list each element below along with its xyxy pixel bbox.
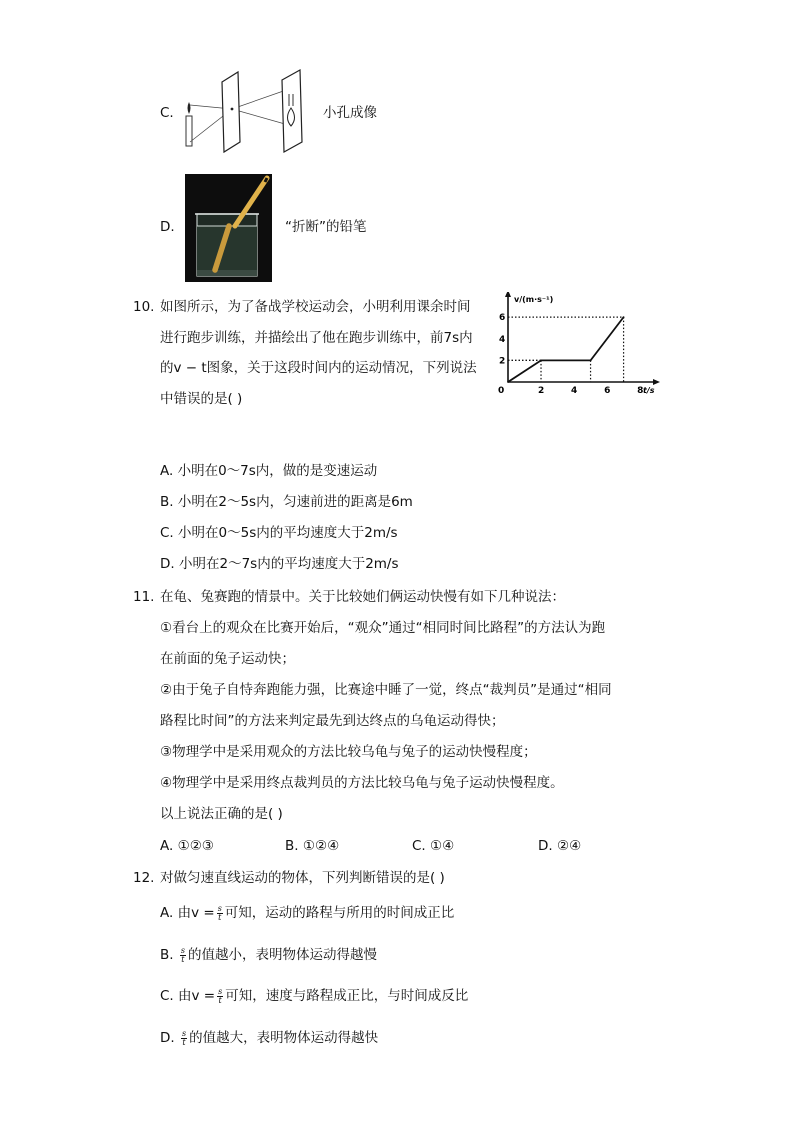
q11-option-d[interactable] <box>538 836 581 856</box>
option-text: ①④ <box>430 838 455 854</box>
x-tick-label: 0 <box>498 386 505 396</box>
option-letter: A. <box>160 838 174 854</box>
chart-xlabel: t/s <box>643 386 655 395</box>
fraction-s-over-t: $\frac{s}{t}$ <box>180 945 185 964</box>
option-letter: B. <box>160 947 174 963</box>
chart-ticks <box>498 313 643 396</box>
option-text: 可知，速度与路程成正比，与时间成反比 <box>225 988 469 1004</box>
y-tick-label: 6 <box>499 313 506 324</box>
data-point <box>590 359 592 361</box>
x-tick-label: 4 <box>571 386 578 396</box>
q11-stem: 在龟、兔赛跑的情景中。关于比较她们俩运动快慢有如下几种说法： <box>160 589 565 605</box>
option-letter: C. <box>160 525 174 541</box>
option-text: 的值越大，表明物体运动得越快 <box>189 1030 379 1046</box>
formula-prefix: 由v = <box>178 988 216 1004</box>
option-letter: C. <box>160 988 174 1004</box>
x-axis-arrow <box>653 379 660 385</box>
y-tick-label: 2 <box>499 356 506 367</box>
q10-number: 10. <box>133 299 155 315</box>
y-axis-arrow <box>505 292 511 297</box>
q11-option-a[interactable] <box>160 836 214 856</box>
fraction-s-over-t: $\frac{s}{t}$ <box>181 1028 187 1047</box>
q10-option-b[interactable] <box>160 492 413 512</box>
q11-statement: ①看台上的观众在比赛开始后，“观众”通过“相同时间比路程”的方法认为跑 <box>160 620 606 636</box>
data-point <box>540 359 542 361</box>
option-letter: C. <box>412 838 426 854</box>
option-c-letter: C. <box>160 105 174 121</box>
formula-prefix: 由v = <box>177 905 215 921</box>
option-letter: A. <box>160 463 174 479</box>
option-letter: D. <box>160 556 175 572</box>
chart-series <box>507 316 624 383</box>
option-letter: B. <box>160 494 174 510</box>
pinhole-imaging-figure <box>178 68 308 156</box>
option-letter: D. <box>160 1030 175 1046</box>
option-text: ①②④ <box>302 838 340 854</box>
option-c-text: 小孔成像 <box>323 105 377 121</box>
q10-option-a[interactable] <box>160 461 377 481</box>
x-tick-label: 6 <box>604 386 611 396</box>
fraction-s-over-t: $\frac{s}{t}$ <box>218 986 223 1005</box>
option-text: 小明在0～5s内的平均速度大于2m/s <box>178 525 398 541</box>
q11-statement: 在前面的兔子运动快； <box>160 651 295 667</box>
option-text: 的值越小，表明物体运动得越慢 <box>187 947 377 963</box>
x-tick-label: 2 <box>538 386 545 396</box>
option-text: 小明在2～5s内，匀速前进的距离是6m <box>177 494 413 510</box>
q11-statement: ④物理学中是采用终点裁判员的方法比较乌龟与兔子运动快慢程度。 <box>160 775 564 791</box>
option-d-letter: D. <box>160 219 175 235</box>
q11-statement: ③物理学中是采用观众的方法比较乌龟与兔子的运动快慢程度； <box>160 744 537 760</box>
chart-axes <box>505 292 660 385</box>
fraction-s-over-t: $\frac{s}{t}$ <box>217 903 222 922</box>
chart-guides <box>508 317 624 382</box>
option-d-text: “折断”的铅笔 <box>285 219 367 235</box>
data-point <box>507 381 509 383</box>
q10-line: 的v − t图象，关于这段时间内的运动情况，下列说法 <box>160 360 477 376</box>
q11-option-b[interactable] <box>285 836 339 856</box>
series-line <box>508 317 624 382</box>
q10-line: 进行跑步训练，并描绘出了他在跑步训练中，前7s内 <box>160 330 473 346</box>
velocity-time-chart <box>492 292 662 400</box>
x-tick-label: 8 <box>637 386 644 396</box>
y-tick-label: 4 <box>499 334 506 345</box>
chart-ylabel: v/(m·s⁻¹) <box>514 295 554 304</box>
q10-option-c[interactable] <box>160 523 398 543</box>
q12-stem: 对做匀速直线运动的物体，下列判断错误的是( ) <box>160 870 445 886</box>
option-text: 小明在0～7s内，做的是变速运动 <box>177 463 378 479</box>
option-letter: B. <box>285 838 299 854</box>
q10-option-d[interactable] <box>160 554 399 574</box>
q12-option-c[interactable] <box>160 986 468 1006</box>
q11-statement: ②由于兔子自恃奔跑能力强，比赛途中睡了一觉，终点“裁判员”是通过“相同 <box>160 682 612 698</box>
q11-statement: 路程比时间”的方法来判定最先到达终点的乌龟运动得快； <box>160 713 505 729</box>
option-letter: D. <box>538 838 553 854</box>
option-text: 小明在2～7s内的平均速度大于2m/s <box>178 556 399 572</box>
option-text: ②④ <box>556 838 582 854</box>
q12-option-a[interactable] <box>160 903 454 923</box>
pencil-in-water-photo <box>185 174 272 282</box>
q12-option-d[interactable] <box>160 1028 378 1048</box>
q11-question: 以上说法正确的是( ) <box>160 806 283 822</box>
q10-line: 中错误的是( ) <box>160 391 243 407</box>
q11-option-c[interactable] <box>412 836 454 856</box>
option-letter: A. <box>160 905 174 921</box>
q12-option-b[interactable] <box>160 945 377 965</box>
data-point <box>623 316 625 318</box>
option-text: 可知，运动的路程与所用的时间成正比 <box>224 905 455 921</box>
q10-line: 如图所示，为了备战学校运动会，小明利用课余时间 <box>160 299 471 315</box>
option-text: ①②③ <box>177 838 214 854</box>
q12-number: 12. <box>133 870 155 886</box>
q11-number: 11. <box>133 589 155 605</box>
